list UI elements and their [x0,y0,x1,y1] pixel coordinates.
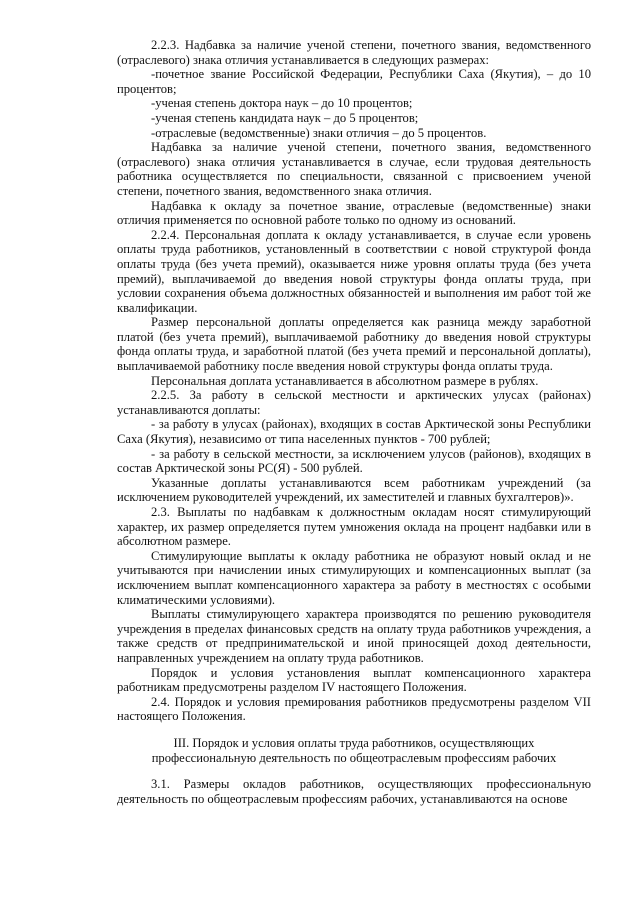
paragraph-2-4: 2.4. Порядок и условия премирования работников предусмотрены разделом VII настоящего Положения. [117,694,591,724]
document-page [117,38,591,806]
paragraph-allowance-condition: Надбавка за наличие ученой степени, почетного звания, ведомственного (отраслевого) знака отличия устанавливается в случае, если трудовая деятельность работника осуществляется по специальности, связанной с присвоением ученой степени, почетного звания, ведомственного знака отличия. [117,140,591,198]
list-item-rural-area: - за работу в сельской местности, за исключением улусов (районов), входящих в состав Арктической зоны РС(Я) - 500 рублей. [117,446,591,476]
list-item-candidate-degree: -ученая степень кандидата наук – до 5 процентов; [151,110,419,125]
paragraph-2-2-4: 2.2.4. Персональная доплата к окладу устанавливается, в случае если уровень оплаты труда работников, установленный в соответствии с новой структурой фонда оплаты труда (без учета премий), оказывается ниже уровня оплаты труда (без учета премий), выплачиваемой до введения новой структуры фонда оплаты труда, при условии сохранения объема должностных обязанностей и выполнения им работ той же квалификации. [117,227,591,315]
paragraph-compensation-procedure: Порядок и условия установления выплат компенсационного характера работникам предусмотрены разделом IV настоящего Положения. [117,665,591,695]
list-item-arctic-zone: - за работу в улусах (районах), входящих в состав Арктической зоны Республики Саха (Якутия), независимо от типа населенных пунктов - 700 рублей; [117,417,591,447]
list-item-industry-badges: -отраслевые (ведомственные) знаки отличия – до 5 процентов. [151,125,487,140]
list-item-doctor-degree: -ученая степень доктора наук – до 10 процентов; [151,96,413,111]
section-heading-iii: III. Порядок и условия оплаты труда работников, осуществляющих профессиональную деятельность по общеотраслевым профессиям рабочих [151,735,557,765]
paragraph-personal-supplement-size: Размер персональной доплаты определяется как разница между заработной платой (без учета премий), выплачиваемой работнику до введения новой структуры фонда оплаты труда, и заработной платой (без учета премий и персональной доплаты), выплачиваемой работнику после введения новой структуры фонда оплаты труда. [117,315,591,374]
paragraph-personal-supplement-rubles: Персональная доплата устанавливается в абсолютном размере в рублях. [151,373,539,388]
paragraph-2-2-5: 2.2.5. За работу в сельской местности и арктических улусах (районах) устанавливаются доплаты: [117,388,591,417]
paragraph-allowance-single-basis: Надбавка к окладу за почетное звание, отраслевые (ведомственные) знаки отличия применяется по основной работе только по одному из оснований. [117,198,591,228]
paragraph-supplements-scope: Указанные доплаты устанавливаются всем работникам учреждений (за исключением руководителей учреждений, их заместителей и главных бухгалтеров)». [117,475,591,505]
list-item-honorary-title: -почетное звание Российской Федерации, Республики Саха (Якутия), – до 10 процентов; [117,67,591,96]
paragraph-3-1: 3.1. Размеры окладов работников, осуществляющих профессиональную деятельность по общеотраслевым профессиям рабочих, устанавливаются на основе [117,777,591,806]
paragraph-incentive-payments: Стимулирующие выплаты к окладу работника не образуют новый оклад и не учитываются при начислении иных стимулирующих и компенсационных выплат (за исключением выплат компенсационного характера за работу в местностях с особыми климатическими условиями). [117,548,591,607]
paragraph-incentive-decision: Выплаты стимулирующего характера производятся по решению руководителя учреждения в пределах финансовых средств на оплату труда работников учреждения, а также средств от предпринимательской и иной приносящей доход деятельности, направленных учреждением на оплату труда работников. [117,607,591,665]
paragraph-2-2-3: 2.2.3. Надбавка за наличие ученой степени, почетного звания, ведомственного (отраслевого) знака отличия устанавливается в следующих размерах: [117,38,591,67]
paragraph-2-3: 2.3. Выплаты по надбавкам к должностным окладам носят стимулирующий характер, их размер определяется путем умножения оклада на процент надбавки или в абсолютном размере. [117,505,591,549]
